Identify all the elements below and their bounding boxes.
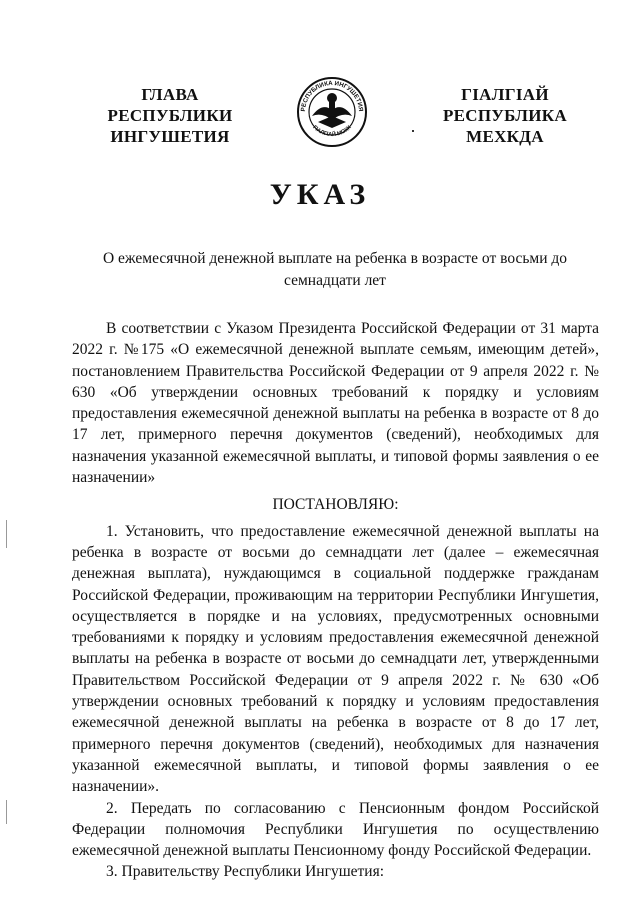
decree-word: ПОСТАНОВЛЯЮ: (272, 496, 399, 514)
document-title: УКАЗ (269, 178, 371, 211)
scan-edge-mark (6, 800, 7, 824)
document-body (72, 318, 599, 883)
header-right-line: ГIАЛГIАЙ (461, 85, 549, 104)
preamble-paragraph: В соответствии с Указом Президента Российской Федерации от 31 марта 2022 г. №175 «О ежемесячной денежной выплате семьям, имеющим детей», постановлением Правительства Российской Федерации от 9 апреля 2022 г. № 630 «Об утверждении основных требований к порядку и условиям предоставления ежемесячной денежной выплаты на ребенка в возрасте от 8 до 17 лет, примерного перечня документов (сведений), необходимых для назначения указанной ежемесячной выплаты, и типовой формы заявления о ее назначении» (72, 320, 599, 487)
header-right-block (430, 84, 580, 147)
header-right-line: МЕХКДА (466, 127, 544, 146)
scan-speck (412, 130, 414, 132)
header-left-line: РЕСПУБЛИКИ (107, 106, 233, 125)
decree-item: 3. Правительству Республики Ингушетия: (106, 863, 385, 881)
document-subject: О ежемесячной денежной выплате на ребенка в возрасте от восьми до семнадцати лет (102, 250, 568, 289)
header-left-line: ИНГУШЕТИЯ (110, 127, 230, 146)
decree-item: 1. Установить, что предоставление ежемесячной денежной выплаты на ребенка в возрасте от восьми до семнадцати лет (далее – ежемесячная денежная выплата), нуждающимся в социальной поддержке гражданам Российской Федерации, проживающим на территории Республики Ингушетия, осуществляется в порядке и на условиях, предусмотренных основными требованиями к порядку и условиям предоставления ежемесячной денежной выплаты на ребенка в возрасте от восьми до семнадцати лет, утвержденными Правительством Российской Федерации от 9 апреля 2022 г. № 630 «Об утверждении основных требований к порядку и условиям предоставления ежемесячной денежной выплаты на ребенка в возрасте от 8 до 17 лет, примерного перечня документов (сведений), необходимых для назначения указанной ежемесячной выплаты, и типовой формы заявления о ее назначении». (72, 522, 599, 796)
emblem-top-text: РЕСПУБЛИКА ИНГУШЕТИЯ (299, 79, 365, 112)
coat-of-arms-emblem (296, 76, 368, 148)
decree-item: 2. Передать по согласованию с Пенсионным фондом Российской Федерации полномочия Республики Ингушетия по осуществлению ежемесячной денежной выплаты Пенсионному фонду Российской Федерации. (72, 799, 599, 860)
scan-edge-mark (6, 520, 7, 548)
header-left-block (95, 84, 245, 147)
emblem-bottom-text: ГIАЛГIАЙ МОХК (311, 124, 353, 139)
header-right-line: РЕСПУБЛИКА (442, 106, 567, 125)
header-left-line: ГЛАВА (141, 85, 199, 104)
